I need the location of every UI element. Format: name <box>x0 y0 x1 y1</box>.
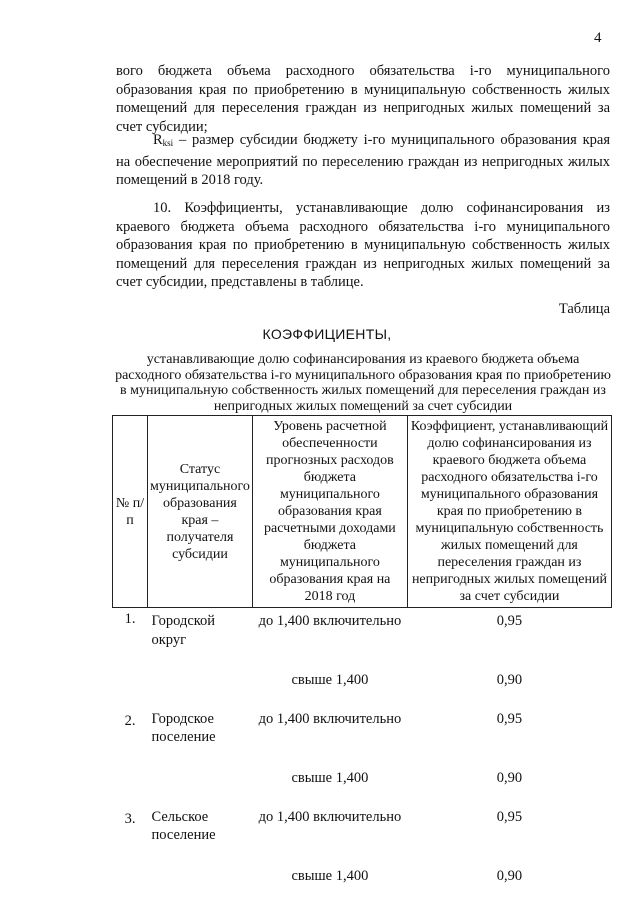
row-coef: 0,90 <box>496 672 523 689</box>
row-level: до 1,400 включительно <box>258 613 402 629</box>
table-row <box>113 710 612 747</box>
row-level: до 1,400 включительно <box>258 808 402 825</box>
row-coef: 0,95 <box>496 613 523 629</box>
table-row <box>113 808 612 845</box>
row-coef: 0,90 <box>496 769 523 786</box>
header-level: Уровень расчетной обеспеченности прогнозных расходов бюджета муниципального образования края расчетными доходами бюджета муниципального образования края на 2018 год <box>252 416 407 608</box>
row-level: свыше 1,400 <box>291 672 369 689</box>
table-row <box>113 747 612 808</box>
row-coef: 0,90 <box>496 867 523 884</box>
row-num: 2. <box>124 712 136 729</box>
row-level: до 1,400 включительно <box>258 710 402 727</box>
row-num: 3. <box>124 810 136 827</box>
table-label: Таблица <box>558 301 610 317</box>
r-definition-text: – размер субсидии бюджету i-го муниципального образования края на обеспечение мероприятий по переселению граждан из непригодных жилых помещений в 2018 году. <box>116 132 610 189</box>
table-header-row <box>113 416 612 608</box>
r-symbol: R <box>153 132 163 148</box>
coefficients-table <box>112 415 612 905</box>
table-subtitle: устанавливающие долю софинансирования из краевого бюджета объема расходного обязательства i-го муниципального образования края по приобретению в муниципальную собственность жилых помещений для переселения граждан из непригодных жилых помещений за счет субсидии <box>115 352 611 414</box>
r-subscript: ksi <box>162 138 174 148</box>
row-coef: 0,95 <box>496 808 523 825</box>
table-row <box>113 845 612 905</box>
row-level: свыше 1,400 <box>291 867 369 884</box>
paragraph-section-10: 10. Коэффициенты, устанавливающие долю софинансирования из краевого бюджета объема расходного обязательства i-го муниципального образования края по приобретению в муниципальную собственность жилых помещений для переселения граждан из непригодных жилых помещений за счет субсидии, представлены в таблице. <box>116 200 610 291</box>
row-status: Сельское поселение <box>151 808 216 844</box>
header-coef: Коэффициент, устанавливающий долю софинансирования из краевого бюджета объема расходного обязательства i-го муниципального образования края по приобретению в муниципальную собственность жилых помещений для переселения граждан из непригодных жилых помещений за счет субсидии <box>407 416 611 608</box>
paragraph-r-definition <box>116 131 610 190</box>
row-status: Городской округ <box>151 613 216 648</box>
table-row <box>113 649 612 710</box>
row-num: 1. <box>124 611 136 627</box>
table-row <box>113 608 612 650</box>
row-level: свыше 1,400 <box>291 769 369 786</box>
header-num: № п/п <box>113 416 148 608</box>
table-title: КОЭФФИЦИЕНТЫ, <box>262 326 392 342</box>
paragraph-continuation: вого бюджета объема расходного обязательства i-го муниципального образования края по приобретению в муниципальную собственность жилых помещений для переселения граждан из непригодных жилых помещений за счет субсидии; <box>116 63 610 135</box>
page-number: 4 <box>594 30 602 46</box>
row-coef: 0,95 <box>496 710 523 727</box>
header-status: Статус муниципального образования края – получателя субсидии <box>148 416 253 608</box>
row-status: Городское поселение <box>151 710 216 746</box>
